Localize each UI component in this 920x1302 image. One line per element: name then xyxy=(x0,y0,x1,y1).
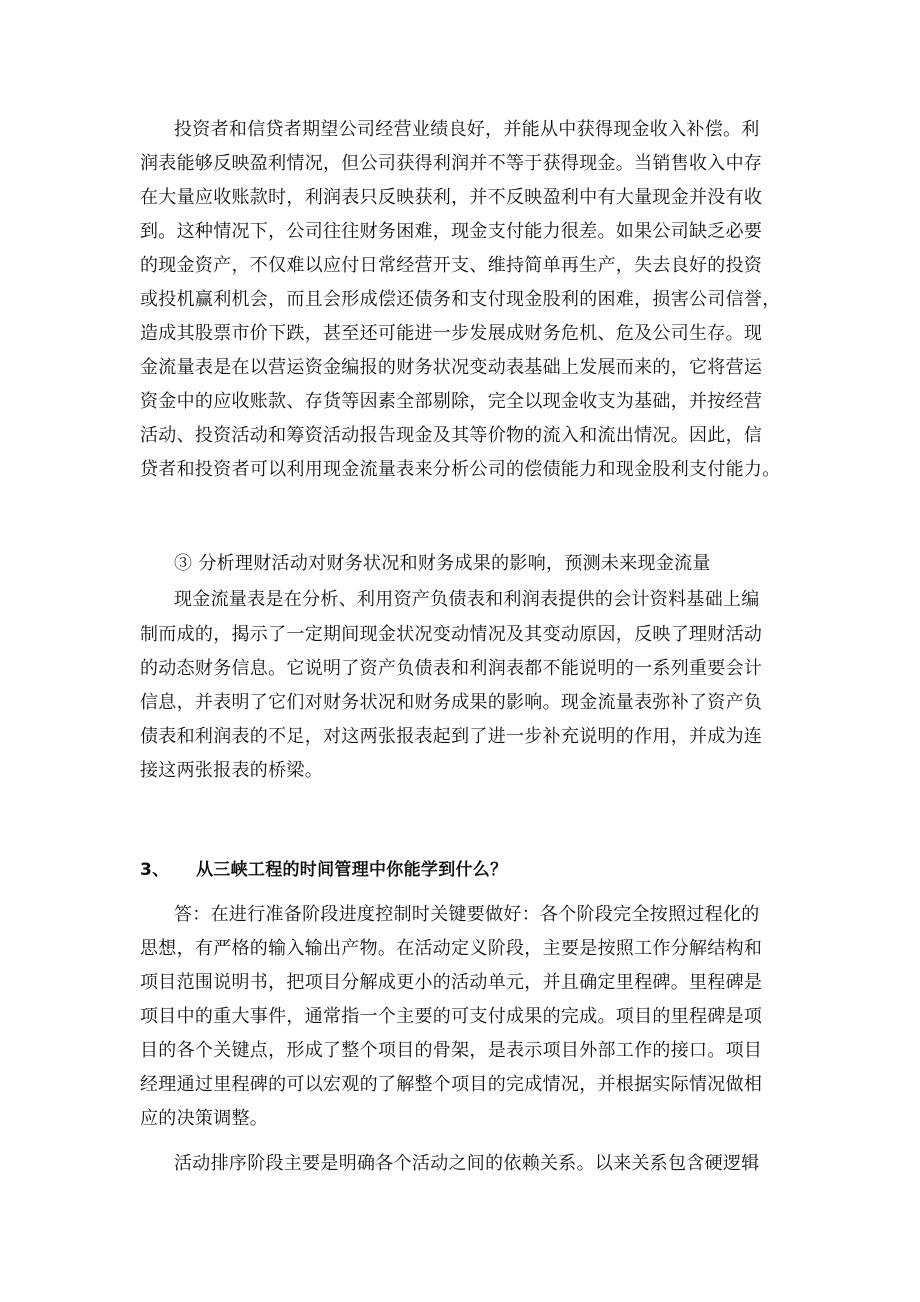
text-line: 的动态财务信息。它说明了资产负债表和利润表都不能说明的一系列重要会计 xyxy=(140,658,763,679)
text-line: 金流量表是在以营运资金编报的财务状况变动表基础上发展而来的，它将营运 xyxy=(140,357,763,378)
text-line: 投资者和信贷者期望公司经营业绩良好，并能从中获得现金收入补偿。利 xyxy=(174,119,760,140)
question-title: 从三峡工程的时间管理中你能学到什么？ xyxy=(196,860,508,880)
text-line: 经理通过里程碑的可以宏观的了解整个项目的完成情况，并根据实际情况做相 xyxy=(140,1074,763,1095)
text-line: 贷者和投资者可以利用现金流量表来分析公司的偿债能力和现金股利支付能力。 xyxy=(140,459,781,480)
text-line: 造成其股票市价下跌，甚至还可能进一步发展成财务危机、危及公司生存。现 xyxy=(140,323,763,344)
text-line: 思想，有严格的输入输出产物。在活动定义阶段，主要是按照工作分解结构和 xyxy=(140,938,763,959)
text-line: 活动、投资活动和筹资活动报告现金及其等价物的流入和流出情况。因此，信 xyxy=(140,425,763,446)
text-line: 目的各个关键点，形成了整个项目的骨架，是表示项目外部工作的接口。项目 xyxy=(140,1040,763,1061)
question-number: 3、 xyxy=(140,860,170,880)
text-line: 接这两张报表的桥梁。 xyxy=(140,760,323,781)
text-line: 信息，并表明了它们对财务状况和财务成果的影响。现金流量表弥补了资产负 xyxy=(140,692,763,713)
text-line: 答：在进行准备阶段进度控制时关键要做好：各个阶段完全按照过程化的 xyxy=(174,904,760,925)
text-line: 现金流量表是在分析、利用资产负债表和利润表提供的会计资料基础上编 xyxy=(174,589,760,610)
section-subheading: ③ 分析理财活动对财务状况和财务成果的影响，预测未来现金流量 xyxy=(174,553,711,574)
question-heading xyxy=(140,858,507,882)
text-line: 项目中的重大事件，通常指一个主要的可支付成果的完成。项目的里程碑是项 xyxy=(140,1006,763,1027)
text-line: 资金中的应收账款、存货等因素全部剔除，完全以现金收支为基础，并按经营 xyxy=(140,391,763,412)
text-line: 债表和利润表的不足，对这两张报表起到了进一步补充说明的作用，并成为连 xyxy=(140,726,763,747)
text-line: 制而成的，揭示了一定期间现金状况变动情况及其变动原因，反映了理财活动 xyxy=(140,624,763,645)
text-line: 或投机赢利机会，而且会形成偿还债务和支付现金股利的困难，损害公司信誉， xyxy=(140,289,781,310)
text-line: 的现金资产，不仅难以应付日常经营开支、维持简单再生产，失去良好的投资 xyxy=(140,255,763,276)
text-line: 项目范围说明书，把项目分解成更小的活动单元，并且确定里程碑。里程碑是 xyxy=(140,972,763,993)
text-line: 到。这种情况下，公司往往财务困难，现金支付能力很差。如果公司缺乏必要 xyxy=(140,221,763,242)
text-line: 活动排序阶段主要是明确各个活动之间的依赖关系。以来关系包含硬逻辑 xyxy=(174,1153,760,1174)
text-line: 润表能够反映盈利情况，但公司获得利润并不等于获得现金。当销售收入中存 xyxy=(140,153,763,174)
text-line: 应的决策调整。 xyxy=(140,1108,269,1129)
text-line: 在大量应收账款时，利润表只反映获利，并不反映盈利中有大量现金并没有收 xyxy=(140,187,763,208)
